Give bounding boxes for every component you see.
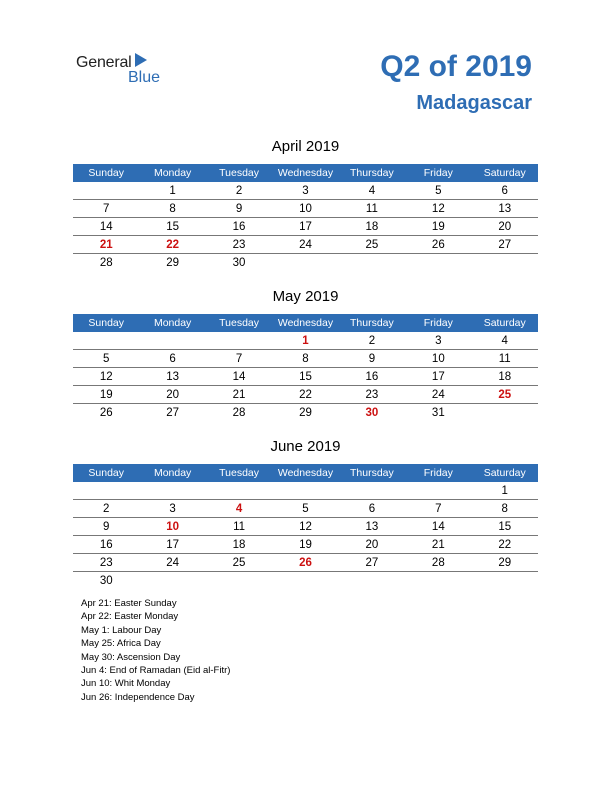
day-cell: 26 <box>99 407 113 419</box>
month-june <box>73 437 538 589</box>
month-title: May 2019 <box>272 288 339 305</box>
holiday-item: May 1: Labour Day <box>81 624 162 636</box>
day-cell: 11 <box>365 203 378 215</box>
day-cell <box>139 482 205 499</box>
day-cell: 17 <box>299 221 312 233</box>
day-cell: 12 <box>99 371 113 383</box>
holiday-list <box>81 597 230 704</box>
day-cell: 18 <box>232 539 246 551</box>
day-cell: 11 <box>498 353 511 365</box>
day-cell: 22 <box>299 389 312 401</box>
day-cell: 6 <box>169 353 176 365</box>
day-cell: 23 <box>365 389 379 401</box>
page-title: Q2 of 2019 <box>380 50 532 83</box>
day-cell: 5 <box>302 503 309 515</box>
weekday-label: Tuesday <box>219 467 259 479</box>
holiday-item: May 30: Ascension Day <box>81 651 181 663</box>
day-cell: 16 <box>99 539 113 551</box>
day-cell: 30 <box>99 575 113 587</box>
calendar-grid <box>73 482 538 589</box>
day-cell: 29 <box>166 257 180 269</box>
day-cell <box>339 572 405 589</box>
day-cell <box>73 182 139 199</box>
day-cell <box>272 572 338 589</box>
day-cell: 30 <box>232 257 246 269</box>
day-cell: 9 <box>368 353 376 365</box>
day-cell: 27 <box>498 239 512 251</box>
day-cell: 12 <box>431 203 445 215</box>
day-cell: 28 <box>431 557 445 569</box>
day-cell: 20 <box>365 539 379 551</box>
day-cell: 21 <box>232 389 246 401</box>
weekday-label: Saturday <box>483 317 526 329</box>
weekday-label: Wednesday <box>277 317 334 329</box>
day-cell: 5 <box>435 185 442 197</box>
day-cell: 21 <box>99 239 113 251</box>
weekday-label: Tuesday <box>219 317 259 329</box>
day-cell: 20 <box>498 221 512 233</box>
week-row <box>73 350 538 368</box>
day-cell: 14 <box>99 221 113 233</box>
day-cell: 10 <box>431 353 445 365</box>
day-cell: 22 <box>166 239 180 251</box>
weekday-label: Sunday <box>88 167 125 179</box>
weekday-label: Sunday <box>88 317 125 329</box>
day-cell: 3 <box>302 185 309 197</box>
day-cell: 24 <box>431 389 445 401</box>
day-cell <box>339 482 405 499</box>
day-cell: 16 <box>232 221 246 233</box>
day-cell <box>472 404 538 421</box>
week-row <box>73 200 538 218</box>
day-cell: 3 <box>435 335 442 347</box>
day-cell: 14 <box>232 371 246 383</box>
day-cell: 23 <box>232 239 246 251</box>
day-cell: 21 <box>431 539 445 551</box>
day-cell: 7 <box>435 503 442 515</box>
weekday-label: Thursday <box>350 167 394 179</box>
day-cell: 4 <box>235 503 243 515</box>
week-row <box>73 332 538 350</box>
logo-general-text: General <box>76 54 132 71</box>
calendar-grid <box>73 182 538 271</box>
day-cell: 25 <box>232 557 246 569</box>
day-cell: 27 <box>365 557 379 569</box>
day-cell: 6 <box>501 185 508 197</box>
day-cell <box>73 332 139 349</box>
day-cell: 29 <box>498 557 512 569</box>
logo-blue-text: Blue <box>128 69 161 86</box>
day-cell: 9 <box>103 521 110 533</box>
day-cell: 9 <box>235 203 243 215</box>
day-cell <box>206 572 272 589</box>
day-cell: 8 <box>501 503 508 515</box>
logo-flag-icon <box>135 53 147 67</box>
weekday-label: Monday <box>153 167 192 179</box>
weekday-label: Monday <box>153 317 192 329</box>
month-title: April 2019 <box>271 138 340 155</box>
day-cell: 17 <box>166 539 180 551</box>
weekday-label: Wednesday <box>277 167 334 179</box>
day-cell: 27 <box>166 407 180 419</box>
weekday-label: Wednesday <box>277 467 334 479</box>
day-cell: 26 <box>299 557 312 569</box>
day-cell: 3 <box>169 503 176 515</box>
weekday-label: Friday <box>423 467 453 479</box>
day-cell: 8 <box>169 203 176 215</box>
day-cell: 28 <box>99 257 113 269</box>
day-cell: 24 <box>166 557 180 569</box>
week-row <box>73 554 538 572</box>
weekday-label: Tuesday <box>219 167 259 179</box>
week-row <box>73 482 538 500</box>
day-cell <box>339 254 405 271</box>
day-cell: 7 <box>103 203 110 215</box>
day-cell: 5 <box>103 353 110 365</box>
day-cell: 2 <box>368 335 376 347</box>
day-cell: 15 <box>166 221 180 233</box>
day-cell: 18 <box>498 371 512 383</box>
holiday-item: Apr 21: Easter Sunday <box>81 598 177 609</box>
day-cell: 2 <box>235 185 243 197</box>
month-april <box>73 137 538 271</box>
day-cell <box>272 254 338 271</box>
day-cell <box>206 482 272 499</box>
day-cell: 26 <box>431 239 445 251</box>
week-row <box>73 182 538 200</box>
day-cell: 19 <box>299 539 312 551</box>
weekday-label: Thursday <box>350 317 394 329</box>
day-cell <box>206 332 272 349</box>
day-cell: 4 <box>501 335 508 347</box>
weekday-label: Monday <box>153 467 192 479</box>
day-cell: 12 <box>299 521 312 533</box>
week-row <box>73 386 538 404</box>
day-cell <box>139 332 205 349</box>
day-cell: 29 <box>299 407 312 419</box>
day-cell <box>472 572 538 589</box>
weekday-label: Friday <box>423 317 453 329</box>
generalblue-logo <box>76 52 176 92</box>
day-cell: 15 <box>299 371 312 383</box>
day-cell: 31 <box>431 407 445 419</box>
day-cell: 28 <box>232 407 246 419</box>
day-cell: 1 <box>302 335 309 347</box>
holiday-item: Jun 26: Independence Day <box>81 691 195 703</box>
weekday-label: Saturday <box>483 167 526 179</box>
week-row <box>73 518 538 536</box>
day-cell <box>405 482 471 499</box>
weekday-header <box>73 164 538 182</box>
week-row <box>73 572 538 589</box>
calendar-grid <box>73 332 538 421</box>
month-title: June 2019 <box>270 438 341 455</box>
weekday-label: Friday <box>423 167 453 179</box>
day-cell: 13 <box>365 521 379 533</box>
day-cell: 18 <box>365 221 379 233</box>
day-cell: 25 <box>365 239 379 251</box>
day-cell: 10 <box>166 521 180 533</box>
day-cell: 13 <box>498 203 512 215</box>
day-cell: 11 <box>233 521 246 533</box>
day-cell <box>405 254 471 271</box>
day-cell <box>472 254 538 271</box>
day-cell: 16 <box>365 371 379 383</box>
day-cell: 19 <box>431 221 445 233</box>
week-row <box>73 500 538 518</box>
day-cell: 1 <box>501 485 508 497</box>
week-row <box>73 236 538 254</box>
day-cell: 15 <box>498 521 512 533</box>
day-cell <box>139 572 205 589</box>
week-row <box>73 368 538 386</box>
day-cell: 23 <box>99 557 113 569</box>
holiday-item: May 25: Africa Day <box>81 638 161 650</box>
holiday-item: Jun 4: End of Ramadan (Eid al-Fitr) <box>81 665 231 677</box>
day-cell: 4 <box>368 185 376 197</box>
holiday-item: Apr 22: Easter Monday <box>81 611 179 623</box>
day-cell: 25 <box>498 389 512 401</box>
day-cell <box>405 572 471 589</box>
day-cell <box>272 482 338 499</box>
day-cell <box>73 482 139 499</box>
day-cell: 22 <box>498 539 512 551</box>
holiday-item: Jun 10: Whit Monday <box>81 678 171 690</box>
weekday-label: Thursday <box>350 467 394 479</box>
week-row <box>73 536 538 554</box>
day-cell: 7 <box>235 353 243 365</box>
day-cell: 24 <box>299 239 312 251</box>
day-cell: 20 <box>166 389 180 401</box>
day-cell: 6 <box>368 503 376 515</box>
day-cell: 14 <box>431 521 445 533</box>
day-cell: 8 <box>302 353 309 365</box>
weekday-label: Saturday <box>483 467 526 479</box>
day-cell: 30 <box>365 407 379 419</box>
month-may <box>73 287 538 421</box>
day-cell: 19 <box>99 389 113 401</box>
weekday-header <box>73 464 538 482</box>
day-cell: 17 <box>431 371 445 383</box>
country-name: Madagascar <box>416 92 532 114</box>
weekday-label: Sunday <box>88 467 125 479</box>
day-cell: 2 <box>103 503 110 515</box>
day-cell: 13 <box>166 371 180 383</box>
week-row <box>73 218 538 236</box>
day-cell: 10 <box>299 203 312 215</box>
day-cell: 1 <box>169 185 176 197</box>
week-row <box>73 254 538 271</box>
week-row <box>73 404 538 421</box>
weekday-header <box>73 314 538 332</box>
